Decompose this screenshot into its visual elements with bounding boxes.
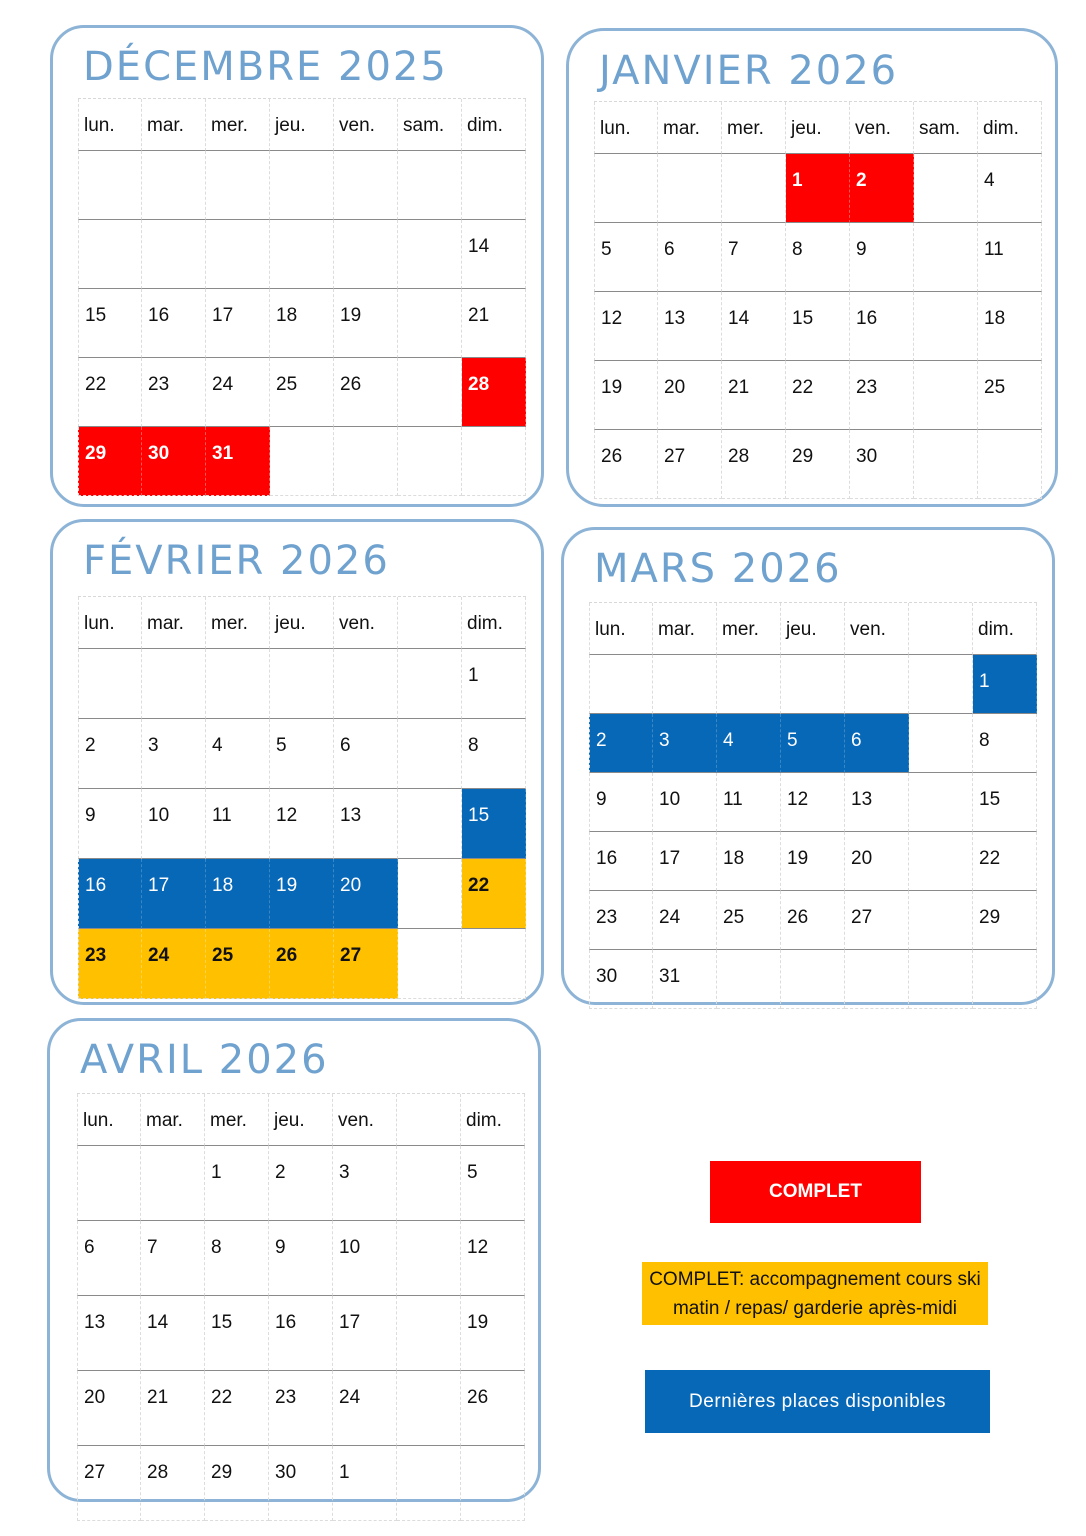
day-cell: 26 [461, 1371, 525, 1446]
day-cell: 19 [461, 1296, 525, 1371]
day-cell: 3 [653, 714, 717, 773]
day-cell: 1 [333, 1446, 397, 1521]
day-cell [658, 154, 722, 223]
weekday-header: mar. [653, 603, 717, 655]
weekday-header: jeu. [270, 99, 334, 151]
day-cell [398, 289, 462, 358]
day-cell [717, 950, 781, 1009]
day-cell: 9 [269, 1221, 333, 1296]
day-cell [909, 655, 973, 714]
day-cell: 13 [77, 1296, 141, 1371]
day-cell [914, 361, 978, 430]
day-cell: 4 [206, 719, 270, 789]
day-cell [909, 714, 973, 773]
day-cell: 11 [978, 223, 1042, 292]
day-cell [461, 1446, 525, 1521]
day-cell: 1 [973, 655, 1037, 714]
day-cell [398, 358, 462, 427]
day-cell [722, 154, 786, 223]
day-cell: 28 [462, 358, 526, 427]
day-cell: 29 [78, 427, 142, 496]
day-cell: 11 [206, 789, 270, 859]
day-cell [398, 151, 462, 220]
day-cell [142, 649, 206, 719]
day-cell: 26 [334, 358, 398, 427]
weekday-header: lun. [589, 603, 653, 655]
day-cell: 2 [850, 154, 914, 223]
weekday-header: ven. [333, 1094, 397, 1146]
day-cell: 10 [142, 789, 206, 859]
day-cell [845, 950, 909, 1009]
day-cell: 12 [270, 789, 334, 859]
day-cell [334, 649, 398, 719]
day-cell [978, 430, 1042, 499]
calendar-month [50, 519, 544, 1005]
day-cell: 17 [333, 1296, 397, 1371]
day-cell: 18 [978, 292, 1042, 361]
day-cell [397, 1146, 461, 1221]
day-cell [462, 929, 526, 999]
day-cell [914, 430, 978, 499]
day-cell [77, 1146, 141, 1221]
day-cell [334, 151, 398, 220]
day-cell: 2 [589, 714, 653, 773]
weekday-header [398, 597, 462, 649]
day-cell [398, 427, 462, 496]
day-cell: 19 [270, 859, 334, 929]
day-cell [398, 649, 462, 719]
day-cell: 22 [78, 358, 142, 427]
day-cell [206, 220, 270, 289]
day-cell: 25 [270, 358, 334, 427]
day-cell [589, 655, 653, 714]
day-cell [398, 220, 462, 289]
month-grid [589, 602, 1037, 1009]
weekday-header: mar. [658, 102, 722, 154]
day-cell: 15 [786, 292, 850, 361]
day-cell: 30 [269, 1446, 333, 1521]
day-cell: 30 [589, 950, 653, 1009]
weekday-header: dim. [462, 597, 526, 649]
day-cell: 3 [333, 1146, 397, 1221]
day-cell: 16 [142, 289, 206, 358]
day-cell: 16 [78, 859, 142, 929]
day-cell: 2 [269, 1146, 333, 1221]
day-cell: 15 [205, 1296, 269, 1371]
day-cell: 9 [850, 223, 914, 292]
day-cell: 6 [658, 223, 722, 292]
month-grid [78, 98, 526, 496]
day-cell: 3 [142, 719, 206, 789]
day-cell: 25 [717, 891, 781, 950]
day-cell [398, 789, 462, 859]
day-cell [397, 1296, 461, 1371]
day-cell: 27 [334, 929, 398, 999]
day-cell: 7 [722, 223, 786, 292]
day-cell [270, 649, 334, 719]
day-cell [909, 773, 973, 832]
day-cell [781, 655, 845, 714]
day-cell: 2 [78, 719, 142, 789]
day-cell [462, 151, 526, 220]
day-cell: 24 [142, 929, 206, 999]
weekday-header [909, 603, 973, 655]
day-cell: 8 [973, 714, 1037, 773]
day-cell: 6 [845, 714, 909, 773]
day-cell: 26 [270, 929, 334, 999]
weekday-header: lun. [594, 102, 658, 154]
day-cell: 1 [205, 1146, 269, 1221]
day-cell: 27 [658, 430, 722, 499]
weekday-header: ven. [334, 99, 398, 151]
day-cell: 29 [205, 1446, 269, 1521]
day-cell: 14 [462, 220, 526, 289]
day-cell: 6 [334, 719, 398, 789]
day-cell: 9 [589, 773, 653, 832]
day-cell: 6 [77, 1221, 141, 1296]
day-cell [270, 427, 334, 496]
day-cell: 10 [653, 773, 717, 832]
weekday-header: jeu. [270, 597, 334, 649]
day-cell: 23 [142, 358, 206, 427]
day-cell: 4 [978, 154, 1042, 223]
month-grid [78, 596, 526, 999]
day-cell: 26 [594, 430, 658, 499]
day-cell: 18 [717, 832, 781, 891]
day-cell: 8 [462, 719, 526, 789]
day-cell [914, 154, 978, 223]
day-cell: 1 [462, 649, 526, 719]
day-cell: 24 [653, 891, 717, 950]
day-cell: 31 [206, 427, 270, 496]
day-cell [270, 220, 334, 289]
day-cell [78, 649, 142, 719]
day-cell: 19 [594, 361, 658, 430]
weekday-header: sam. [398, 99, 462, 151]
day-cell [914, 223, 978, 292]
day-cell: 15 [78, 289, 142, 358]
day-cell: 19 [334, 289, 398, 358]
month-title: JANVIER 2026 [599, 48, 899, 94]
day-cell: 23 [269, 1371, 333, 1446]
day-cell [717, 655, 781, 714]
weekday-header: mar. [142, 99, 206, 151]
weekday-header: ven. [845, 603, 909, 655]
day-cell: 23 [589, 891, 653, 950]
day-cell: 13 [658, 292, 722, 361]
weekday-header: dim. [978, 102, 1042, 154]
day-cell: 5 [270, 719, 334, 789]
day-cell [397, 1446, 461, 1521]
day-cell: 24 [206, 358, 270, 427]
day-cell [845, 655, 909, 714]
calendar-month [566, 28, 1058, 507]
day-cell: 31 [653, 950, 717, 1009]
weekday-header: mer. [206, 597, 270, 649]
day-cell [142, 151, 206, 220]
day-cell [909, 832, 973, 891]
day-cell: 9 [78, 789, 142, 859]
day-cell: 29 [973, 891, 1037, 950]
month-title: FÉVRIER 2026 [83, 538, 390, 584]
day-cell [334, 220, 398, 289]
weekday-header: jeu. [781, 603, 845, 655]
day-cell [206, 649, 270, 719]
day-cell: 16 [269, 1296, 333, 1371]
day-cell: 12 [461, 1221, 525, 1296]
weekday-header: lun. [77, 1094, 141, 1146]
day-cell: 22 [973, 832, 1037, 891]
day-cell: 30 [142, 427, 206, 496]
day-cell [270, 151, 334, 220]
day-cell: 22 [205, 1371, 269, 1446]
day-cell: 15 [462, 789, 526, 859]
day-cell [397, 1221, 461, 1296]
day-cell: 21 [462, 289, 526, 358]
day-cell: 23 [850, 361, 914, 430]
day-cell: 5 [594, 223, 658, 292]
day-cell [781, 950, 845, 1009]
day-cell: 7 [141, 1221, 205, 1296]
weekday-header: jeu. [269, 1094, 333, 1146]
weekday-header: mar. [141, 1094, 205, 1146]
weekday-header: mar. [142, 597, 206, 649]
day-cell: 5 [781, 714, 845, 773]
day-cell: 12 [781, 773, 845, 832]
day-cell [397, 1371, 461, 1446]
day-cell: 25 [978, 361, 1042, 430]
day-cell [398, 929, 462, 999]
day-cell [909, 891, 973, 950]
month-title: MARS 2026 [594, 546, 842, 592]
day-cell [909, 950, 973, 1009]
legend-complet: COMPLET [710, 1161, 921, 1223]
weekday-header: lun. [78, 99, 142, 151]
day-cell [206, 151, 270, 220]
day-cell: 22 [786, 361, 850, 430]
day-cell: 15 [973, 773, 1037, 832]
day-cell: 20 [658, 361, 722, 430]
day-cell: 20 [77, 1371, 141, 1446]
day-cell: 28 [722, 430, 786, 499]
day-cell [78, 220, 142, 289]
day-cell: 28 [141, 1446, 205, 1521]
day-cell: 24 [333, 1371, 397, 1446]
day-cell [334, 427, 398, 496]
weekday-header: mer. [206, 99, 270, 151]
day-cell [973, 950, 1037, 1009]
weekday-header: ven. [850, 102, 914, 154]
day-cell [398, 859, 462, 929]
day-cell [142, 220, 206, 289]
weekday-header: sam. [914, 102, 978, 154]
day-cell: 16 [850, 292, 914, 361]
day-cell [398, 719, 462, 789]
weekday-header [397, 1094, 461, 1146]
weekday-header: jeu. [786, 102, 850, 154]
day-cell: 4 [717, 714, 781, 773]
day-cell: 12 [594, 292, 658, 361]
calendar-month [50, 25, 544, 507]
weekday-header: ven. [334, 597, 398, 649]
day-cell: 11 [717, 773, 781, 832]
weekday-header: dim. [462, 99, 526, 151]
day-cell: 29 [786, 430, 850, 499]
day-cell [462, 427, 526, 496]
day-cell: 16 [589, 832, 653, 891]
day-cell: 18 [270, 289, 334, 358]
day-cell: 18 [206, 859, 270, 929]
day-cell [914, 292, 978, 361]
day-cell: 10 [333, 1221, 397, 1296]
weekday-header: mer. [722, 102, 786, 154]
weekday-header: dim. [461, 1094, 525, 1146]
day-cell: 8 [786, 223, 850, 292]
day-cell: 14 [722, 292, 786, 361]
day-cell: 27 [845, 891, 909, 950]
calendar-month [561, 527, 1055, 1005]
day-cell: 21 [722, 361, 786, 430]
day-cell: 26 [781, 891, 845, 950]
day-cell: 27 [77, 1446, 141, 1521]
day-cell: 25 [206, 929, 270, 999]
weekday-header: mer. [205, 1094, 269, 1146]
day-cell [653, 655, 717, 714]
day-cell: 17 [142, 859, 206, 929]
calendar-month [47, 1018, 541, 1502]
weekday-header: mer. [717, 603, 781, 655]
day-cell: 21 [141, 1371, 205, 1446]
day-cell [594, 154, 658, 223]
day-cell: 30 [850, 430, 914, 499]
weekday-header: dim. [973, 603, 1037, 655]
day-cell: 19 [781, 832, 845, 891]
day-cell [141, 1146, 205, 1221]
day-cell: 13 [334, 789, 398, 859]
day-cell: 5 [461, 1146, 525, 1221]
day-cell: 17 [653, 832, 717, 891]
month-title: DÉCEMBRE 2025 [83, 44, 448, 90]
month-grid [594, 101, 1042, 499]
day-cell: 1 [786, 154, 850, 223]
day-cell [78, 151, 142, 220]
day-cell: 14 [141, 1296, 205, 1371]
day-cell: 13 [845, 773, 909, 832]
day-cell: 22 [462, 859, 526, 929]
legend-complet-accompagnement: COMPLET: accompagnement cours ski matin / repas/ garderie après-midi [642, 1262, 988, 1325]
month-grid [77, 1093, 525, 1521]
legend-dernieres-places: Dernières places disponibles [645, 1370, 990, 1433]
day-cell: 20 [845, 832, 909, 891]
day-cell: 8 [205, 1221, 269, 1296]
day-cell: 20 [334, 859, 398, 929]
weekday-header: lun. [78, 597, 142, 649]
day-cell: 23 [78, 929, 142, 999]
day-cell: 17 [206, 289, 270, 358]
month-title: AVRIL 2026 [80, 1037, 329, 1083]
